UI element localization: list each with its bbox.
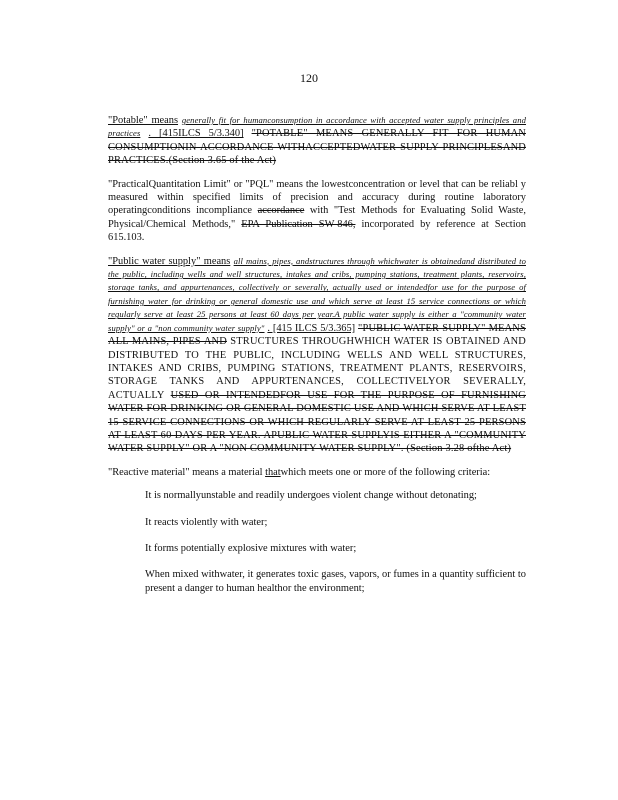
criterion-item: When mixed withwater, it generates toxic gases, vapors, or fumes in a quantity sufficient to present a danger to human healthor the environment; — [145, 569, 526, 594]
pql-text-before: "PracticalQuantitation Limit" or "PQL" means the lowestconcentration or level that can be reliabl y measured within specified limits of precision and accuracy during routine laboratory operatingconditions incompliance — [108, 178, 526, 217]
criterion-item: It reacts violently with water; — [145, 516, 268, 528]
reactive-text-after: which meets one or more of the following criteria: — [280, 466, 491, 478]
definition-potable — [108, 114, 526, 168]
added-citation-public-water-supply: . [415 ILCS 5/3.365] — [267, 322, 356, 334]
pql-struck-word: accordance — [257, 205, 305, 217]
struck-caps-a: "PUBLIC WATER SUPPLY" MEANS ALL MAINS, PIPES AND — [108, 322, 526, 348]
definition-reactive-material — [108, 466, 526, 479]
criterion-item: It forms potentially explosive mixtures with water; — [145, 542, 357, 554]
document-body — [108, 114, 526, 608]
page-number: 120 — [300, 71, 318, 85]
pql-text-after: incorporated by reference at Section 615.103. — [108, 218, 526, 244]
added-definition-potable: generally fit for humanconsumption in accordance with accepted water supply principles and practices — [108, 115, 527, 139]
added-definition-public-water-supply: all mains, pipes, andstructures through whichwater is obtainedand distributed to the public, including wells and well structures, intakes and cribs, pumping stations, treatment plants, reservoirs, storage tanks, and appurtenances, collectively or severally, actually used or intendedfor use for the purpose of furnishing water for drinking or general domestic use and which serve at least 15 service connections or which regularly serve at least 25 persons at least 60 days per year.A public water supply is either a "community water supply" or a "non community water supply" — [108, 255, 526, 333]
reactive-criteria-list — [108, 489, 526, 595]
reactive-text-before: "Reactive material" means a material — [108, 466, 263, 478]
term-potable: "Potable" means — [108, 115, 179, 126]
added-citation-potable: . [415ILCS 5/3.340] — [148, 128, 244, 140]
definition-pql — [108, 178, 526, 245]
definition-public-water-supply — [108, 255, 526, 456]
struck-text-potable: "POTABLE" MEANS GENERALLY FIT FOR HUMAN CONSUMPTIONIN ACCORDANCE WITHACCEPTEDWATER SUPPLY PRINCIPLESAND PRACTICES.(Section 3.65 of the Act) — [108, 128, 526, 167]
plain-caps: STRUCTURES THROUGHWHICH WATER IS OBTAINED AND DISTRIBUTED TO THE PUBLIC, INCLUDING WELLS AND WELL STRUCTURES, INTAKES AND CRIBS, PUMPING STATIONS, TREATMENT PLANTS, RESERVOIRS, STORAGE TANKS AND APPURTENANCES, COLLECTIVELYOR SEVERALLY, ACTUALLY — [108, 336, 526, 401]
struck-caps-b: USED OR INTENDEDFOR USE FOR THE PURPOSE OF FURNISHING WATER FOR DRINKING OR GENERAL DOMESTIC USE AND WHICH SERVE AT LEAST 15 SERVICE CONNECTIONS OR WHICH REGULARLY SERVE AT LEAST 25 PERSONS AT LEAST 60 DAYS PER YEAR. APUBLIC WATER SUPPLYIS EITHER A "COMMUNITY WATER SUPPLY" OR A "NON COMMUNITY WATER SUPPLY". (Section 3.28 ofthe Act) — [108, 389, 526, 455]
reactive-underlined-word: that — [265, 466, 281, 478]
term-public-water-supply: "Public water supply" means — [108, 255, 231, 267]
pql-text-mid: with "Test Methods for Evaluating Solid Waste, Physical/Chemical Methods," — [108, 205, 526, 230]
pql-struck-publication: EPA Publication SW-846, — [241, 218, 356, 230]
criterion-item: It is normallyunstable and readily undergoes violent change without detonating; — [145, 490, 477, 502]
